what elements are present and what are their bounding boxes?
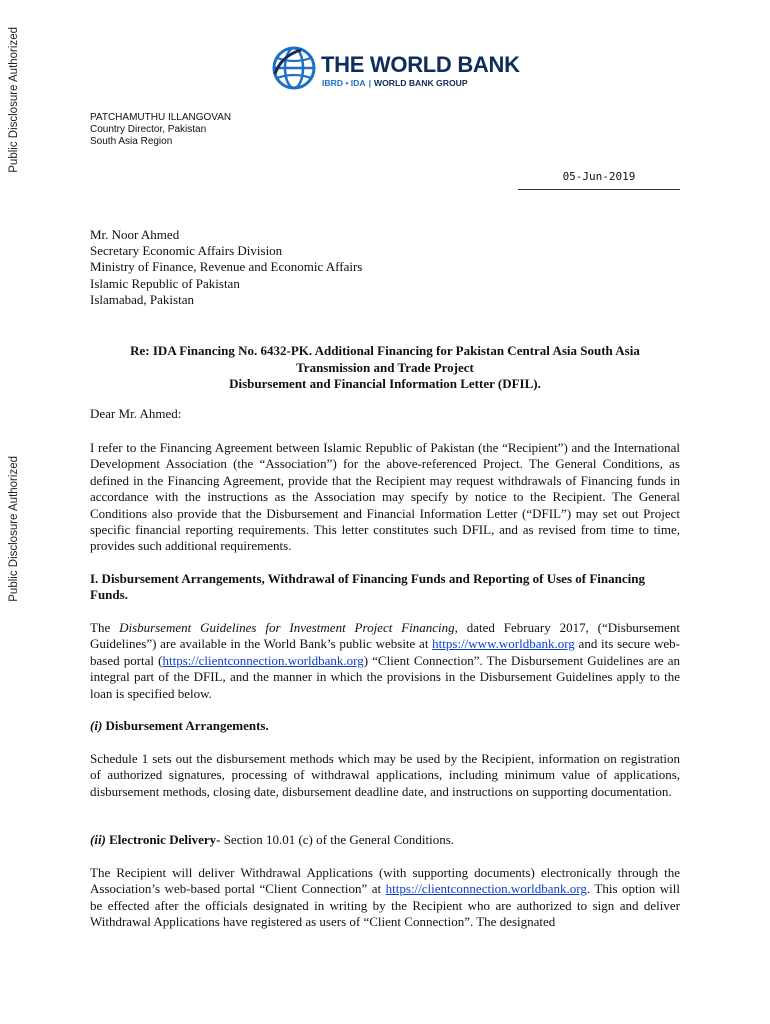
- recipient-line: Ministry of Finance, Revenue and Economic Affairs: [90, 259, 363, 275]
- subject-line: Disbursement and Financial Information Letter (DFIL).: [229, 376, 541, 391]
- subsection-title: Disbursement Arrangements.: [102, 718, 269, 733]
- recipient-line: Islamic Republic of Pakistan: [90, 275, 240, 291]
- section-1-heading: I. Disbursement Arrangements, Withdrawal of Financing Funds and Reporting of Uses of Financing Funds.: [90, 571, 645, 603]
- subsection-i-paragraph: Schedule 1 sets out the disbursement methods which may be used by the Recipient, information on registration of authorized signatures, processing of withdrawal applications, including minimum value of applications, disbursement methods, closing date, disbursement deadline date, and instructions on supporting documentation.: [90, 751, 680, 799]
- subsection-title: Electronic Delivery-: [105, 832, 221, 847]
- recipient-line: Islamabad, Pakistan: [90, 291, 194, 307]
- sender-title: Country Director, Pakistan: [90, 124, 207, 135]
- logo-title: THE WORLD BANK: [321, 52, 520, 77]
- letter-date: 05-Jun-2019: [562, 170, 636, 183]
- text-run: and its secure web-based portal (: [90, 636, 680, 668]
- text-run: The Recipient will deliver Withdrawal Applications (with supporting documents) electronically through the Association’s web-based portal “Client Connection” at: [90, 865, 680, 897]
- guidelines-title: Disbursement Guidelines for Investment Project Financing,: [119, 620, 458, 635]
- subject-line: Transmission and Trade Project: [296, 359, 474, 375]
- logo-ibrd-ida: IBRD • IDA: [322, 78, 366, 88]
- subject-line: Re: IDA Financing No. 6432-PK. Additional Financing for Pakistan Central Asia South Asia: [130, 343, 640, 358]
- world-bank-logo: [271, 44, 520, 96]
- logo-group: WORLD BANK GROUP: [374, 78, 468, 88]
- recipient-line: Secretary Economic Affairs Division: [90, 243, 283, 259]
- text-run: Section 10.01 (c) of the General Conditions.: [220, 832, 455, 847]
- subsection-number: (ii): [90, 832, 106, 847]
- subsection-ii-heading: [90, 832, 680, 848]
- recipient-address: [90, 227, 362, 308]
- sender-name: PATCHAMUTHU ILLANGOVAN: [90, 112, 232, 123]
- disclosure-watermark-middle: Public Disclosure Authorized: [8, 456, 20, 602]
- intro-paragraph: I refer to the Financing Agreement between Islamic Republic of Pakistan (the “Recipient”) and the International Development Association (the “Association”) for the above-referenced Project. The General Conditions, as defined in the Financing Agreement, provide that the Recipient may request withdrawals of Financing funds in accordance with the instructions as the Association may specify by notice to the Recipient. The General Conditions also provide that the Disbursement and Financial Information Letter (“DFIL”) may set out Project specific financial reporting requirements. This letter constitutes such DFIL, and as revised from time to time, provides such additional requirements.: [90, 440, 680, 554]
- subsection-number: (i): [90, 718, 103, 733]
- text-run: The: [90, 620, 120, 635]
- salutation: Dear Mr. Ahmed:: [90, 406, 182, 421]
- sender-block: [90, 112, 231, 148]
- sender-region: South Asia Region: [90, 136, 173, 147]
- date-block: [518, 170, 680, 190]
- date-rule: [518, 189, 680, 190]
- globe-icon: [271, 44, 317, 92]
- subsection-ii-paragraph: [90, 865, 680, 931]
- recipient-line: Mr. Noor Ahmed: [90, 227, 180, 242]
- text-run: dated February 2017, (“Disbursement Guidelines”) are available in the World Bank’s public website at: [90, 620, 680, 652]
- client-connection-link[interactable]: https://clientconnection.worldbank.org: [162, 652, 364, 668]
- disclosure-watermark-top: Public Disclosure Authorized: [8, 27, 20, 173]
- subsection-i-heading: [90, 718, 680, 734]
- logo-divider: |: [368, 78, 371, 88]
- worldbank-link[interactable]: https://www.worldbank.org: [432, 636, 575, 652]
- text-run: ) “Client Connection”. The Disbursement Guidelines are an integral part of the DFIL, and the manner in which the provisions in the Disbursement Guidelines apply to the loan is specified below.: [90, 652, 680, 701]
- client-connection-link-2[interactable]: https://clientconnection.worldbank.org: [385, 881, 587, 897]
- subject-block: [90, 343, 680, 393]
- text-run: . This option will be effected after the officials designated in writing by the Recipient who are authorized to sign and deliver Withdrawal Applications have registered as users of “Client Connection”. The designated: [90, 881, 680, 930]
- logo-subtitle: [322, 78, 468, 88]
- section-1-paragraph: [90, 620, 680, 702]
